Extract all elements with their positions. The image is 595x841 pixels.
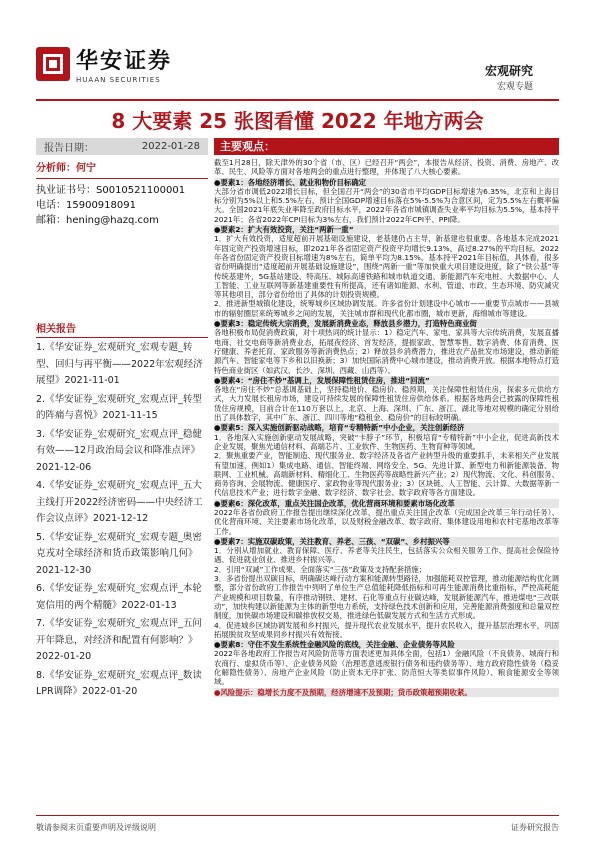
analyst-phone: 电话：15900918091 — [36, 200, 136, 211]
body-paragraph: 各地积极布局促消费政策，对十项热词的统计显示：1）稳定汽车、家电、家具等大宗传统消费，发展直播电商、社交电商等新消费业态，拓展夜经济、首发经济，提振家政、智慧零售、数字消费、体育消费、医疗健康、养老托育、家政服务等新消费热点；2）释放县乡消费潜力，推进农产品批发市场建设，推动新能源汽车、智能家电等下乡和以旧换新；3）加快国际消费中心城市建设，推动消费开放。根据本地特点打造特色商业街区（如武汉、长沙、深圳、西藏、山西等）。 — [214, 328, 559, 375]
section-heading: ●要素7：实施双碳政策，关注教育、养老、三孩、“双碳”、乡村振兴等 — [214, 537, 559, 546]
section-heading: ●风险提示：稳增长力度不及预期，经济增速不及预期；货币政策超预期收紧。 — [214, 688, 559, 697]
related-item[interactable]: 1.《华安证券_宏观研究_宏观专题_转型、回归与再平衡——2022年宏观经济展望》2021-11-01 — [36, 342, 203, 386]
footer — [36, 815, 559, 833]
related-item[interactable]: 3.《华安证券_宏观研究_宏观点评_稳健有效——12月政治局会议和降准点评》2021-12-06 — [36, 428, 202, 473]
analyst-email: 邮箱：hening@hazq.com — [36, 215, 159, 226]
body-paragraph: 2022年各地政府工作报告对风险防范等方面表述更加具体全面，包括1）金融风险（不良债务、城商行和农商行、虚拟货币等）、企业债务风险（治理恶意逃废银行债务和违约债务等）、地方政府隐性债务（稳妥化解隐性债务）、房地产企业风险（防止资本无序扩张、防范恒大等类似事件风险）、粮食能源安全等领域。 — [214, 649, 559, 687]
related-list — [36, 340, 208, 703]
report-date: 2022-01-28 — [141, 141, 200, 152]
analyst-title: 分析师：何宁 — [36, 161, 208, 179]
related-item[interactable]: 5.《华安证券_宏观研究_宏观专题_奥密克戎对全球经济和货币政策影响几何》2021-12-30 — [36, 531, 202, 576]
body-paragraph: 各地在“房住不炒”总基调基础上，坚持稳地价、稳房价、稳预期，关注保障性租赁住房，探索多元供给方式，大力发展长租房市场，建设可持续发展的保障性租赁住房供给体系。根据各地两会已披露的保障性租赁住房规模，目前合计在110万套以上，北京、上海、深圳、广东、浙江、湖北等地对规模的确定分别给出了具体数字，其中广东、浙江、四川等地“稳租金、稳房价”的目标较明确。 — [214, 385, 559, 423]
related-item[interactable]: 2.《华安证券_宏观研究_宏观点评_转型的阵痛与喜悦》2021-11-15 — [36, 393, 202, 421]
logo-seal-icon — [36, 47, 70, 81]
report-title: 8 大要素 25 张图看懂 2022 年地方两会 — [111, 109, 484, 133]
body-paragraph: 截至1月28日，除天津外的30个省（市、区）已经召开“两会”，本报告从经济、投资、消费、房地产、改革、民生、风险等方面对各地两会的重点进行整理，并体现了八大核心要素。 — [214, 158, 559, 177]
body-paragraph: 4．促进城乡区域协调发展和乡村振兴，提升现代农业发展水平，提升农民收入，提升基层治理水平，巩固拓展脱贫攻坚成果同乡村振兴有效衔接。 — [214, 620, 559, 639]
body-paragraph: 2．聚焦重要产业，智能制造、现代服务业、数字经济及各省产业转型升级的重要抓手，未来相关产业发展有望加速，例如1）集成电路、通信、智能终端、网络安全、5G、先进计算、新型电力和新能源装备、物联网、工业机械、高端新材料、精细化工、生物医药等战略性新兴产业；2）现代物流、文化、科创服务、商务咨询、会展物流、健康医疗、家政物业等现代服务业；3）区块链、人工智能、云计算、大数据等新一代信息技术产业；进行数字金融、数字经济、数字社会、数字政府等各方面建设。 — [214, 451, 559, 498]
section-heading: ●要素5：深入实施创新驱动战略，培育“专精特新”中小企业，关注创新经济 — [214, 423, 559, 432]
section-heading: ●要素1：各地经济增长、就业和物价目标确定 — [214, 178, 559, 187]
section-heading: ●要素2：扩大有效投资，关注“两新一重” — [214, 225, 559, 234]
body-paragraph: 2．推进新型城镇化建设，统筹城乡区域协调发展。许多省份计划建设中心城市——重要节点城市——县城市的辐射圈层来统筹城乡之间的发展，关注城市群和现代化都市圈，城市更新，海绵城市等建设。 — [214, 299, 559, 318]
related-title: 相关报告 — [36, 320, 208, 338]
logo-cn: 华安证券 — [76, 49, 173, 74]
summary-body — [214, 158, 559, 810]
related-item[interactable]: 4.《华安证券_宏观研究_宏观点评_五大主线打开2022经济密码——中央经济工作会议点评》2021-12-12 — [36, 480, 203, 524]
analyst-block — [36, 161, 208, 228]
company-logo — [36, 44, 172, 84]
footer-label: 证券研究报告 — [511, 823, 559, 832]
body-paragraph: 3．多省份提出双碳目标，明确碳达峰行动方案和能源转型路径，加强能耗双控管理，推动能源结构优化调整，部分省份政府工作报告中列明了单位生产总值能耗降低指标和可再生能源消费比重指标，严控高耗能产业规模和项目数量，有序推动钢铁、建材、石化等重点行业碳达峰，发展新能源汽车，推进煤电“三改联动”，加快构建以新能源为主体的新型电力系统，支持绿色技术创新和应用，完善能源消费强度和总量双控制度，加快碳市场建设和碳排放权交易，推进绿色低碳发展方式和生活方式形成。 — [214, 574, 559, 621]
section-heading: ●要素6：深化改革，重点关注国企改革，优化营商环境和要素市场化改革 — [214, 499, 559, 508]
report-type: 宏观研究 — [484, 64, 533, 78]
section-heading: ●要素3：稳定传统大宗消费，发展新消费业态，释放县乡潜力，打造特色商业街 — [214, 319, 559, 328]
header-divider — [36, 99, 559, 101]
body-paragraph: 1．扩大有效投资，适度超前开展基础设施建设，老基建仍占主导，新基建也很重要。各地基本完成2021年固定资产投资增速目标，即2021年各省固定资产投资平均增长9.13%，高过8.27%的平均目标。2022年各省份固定资产投资目标增速为8%左右，简单平均为8.15%。基本持平2021年目标值，具体看，很多省份明确提出“适度超前开展基础设施建设”，围绕“两新一重”等加快重大项目建设进度，除了“铁公基”等传统基建外，5G基站建设、特高压、城际高速铁路和城市轨道交通、新能源汽车充电桩、大数据中心、人工智能、工业互联网等新基建重要性有所提高，还有诸如能源、水利、管道、市政、生态环境、防灾减灾等其他项目，部分省份给出了具体的计划投资规模。 — [214, 234, 559, 300]
body-paragraph: 大部分省市调低2022增长目标，但全国召开“两会”的30省市平均GDP目标增速为6.35%，北京和上海目标分别为5%以上和5.5%左右，预计全国GDP增速目标落在5%-5.5%为合意区间，定为5.5%左右概率偏大。全国2021年底失业率降至政府目标水平，2022年各省市城镇调查失业率平均目标为5.5%，基本持平2021年；各省2022年CPI目标为3%左右，我们预计2022年CPI平、PPI降。 — [214, 186, 559, 224]
summary-bar: 主要观点： — [214, 138, 559, 155]
body-paragraph: 2．引用“双减”工作成果、全面落实“三孩”政策及支持配套措施； — [214, 564, 427, 574]
date-bar — [36, 138, 208, 155]
footer-disclaimer: 敬请参阅末页重要声明及评级说明 — [36, 823, 156, 832]
section-heading: ●要素8：守住不发生系统性金融风险的底线，关注金融、企业债务等风险 — [214, 640, 559, 649]
body-paragraph: 2022年各省份政府工作报告提出继续深化改革，提出重点关注国企改革（完成国企改革三年行动任务）、优化营商环境、关注要素市场化改革，以及财税金融改革、数字政府、集体建设用地和农村宅基地改革等工作。 — [214, 507, 559, 536]
related-item[interactable]: 7.《华安证券_宏观研究_宏观点评_五问开年降息，对经济和配置有何影响？》2022-01-20 — [36, 618, 202, 662]
report-subtype: 宏观专题 — [496, 82, 533, 92]
body-paragraph: 1．分别从增加就业、教育保障、医疗、养老等关注民生，包括落实公众相关服务工作、提高社会保险待遇、促进就业创业、推进乡村振兴等。 — [214, 546, 559, 565]
related-item[interactable]: 6.《华安证券_宏观研究_宏观点评_本轮宽信用的两个精髓》2022-01-13 — [36, 583, 202, 611]
related-item[interactable]: 8.《华安证券_宏观研究_宏观点评_数读LPR调降》2022-01-20 — [36, 669, 202, 697]
body-paragraph: 1．各地深入实施创新驱动发展战略，突破“卡脖子”环节，积极培育“专精特新”中小企业，促进高新技术企业发展，聚焦光通信材料、高端芯片、工业软件、生物医药、生物育种等领域。 — [214, 432, 559, 451]
logo-en: HUAAN SECURITIES — [76, 76, 161, 84]
date-label: 报告日期： — [44, 143, 94, 154]
analyst-cert: 执业证书号：S0010521100001 — [36, 185, 186, 196]
section-heading: ●要素4：“房住不炒”基调上，发展保障性租赁住房，推进“回流” — [214, 376, 559, 385]
